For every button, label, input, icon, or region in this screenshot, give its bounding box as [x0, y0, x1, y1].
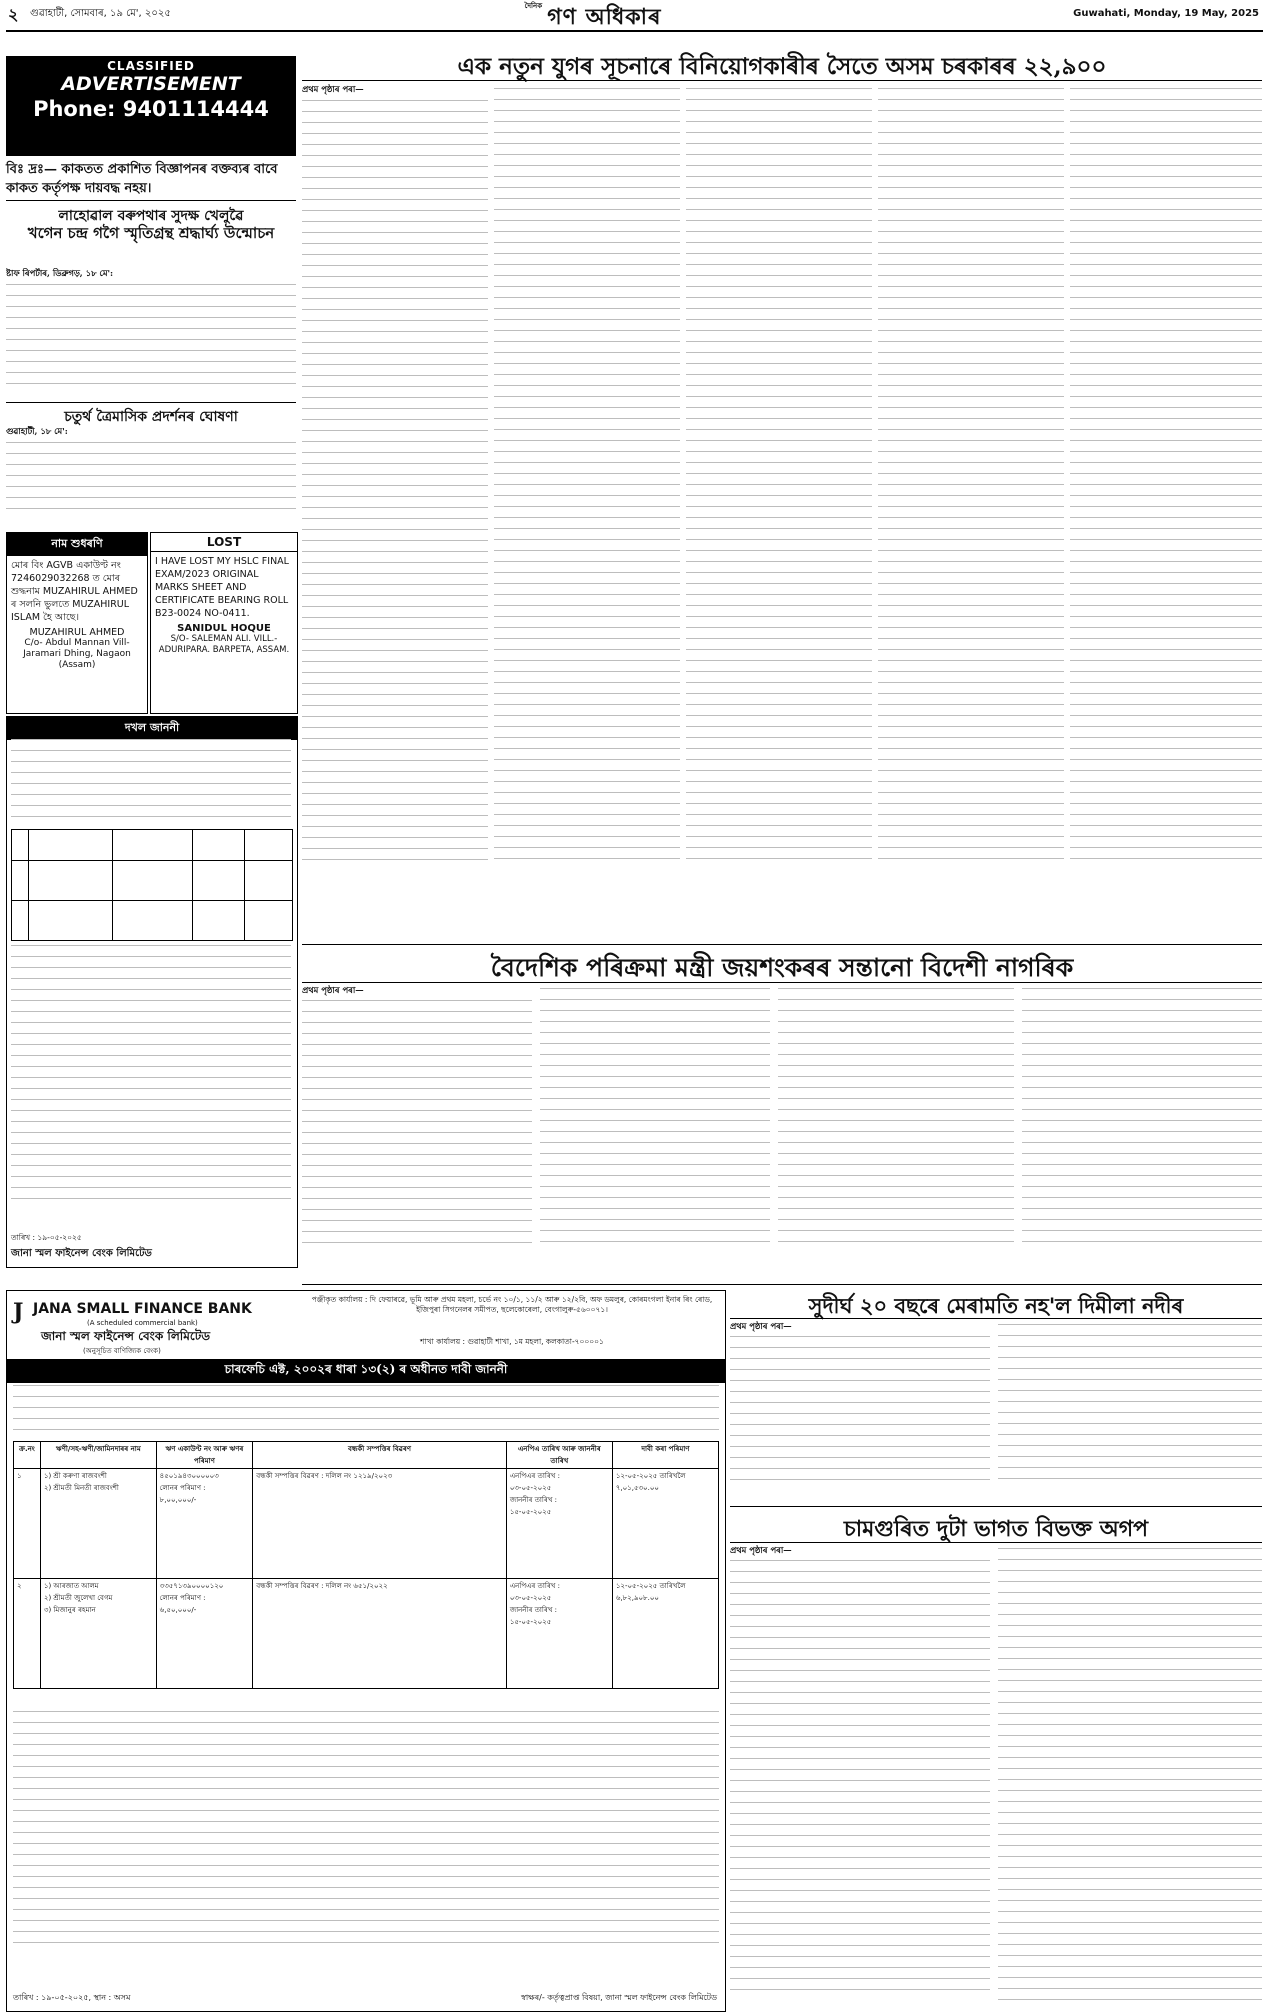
- bank-th-property: বন্ধকী সম্পত্তিৰ বিৱৰণ: [253, 1442, 507, 1469]
- left-story1-dateline: ষ্টাফ ৰিপৰ্টাৰ, ডিব্ৰুগড়, ১৮ মে':: [6, 268, 114, 278]
- bank-th-sl: ক্ৰ.নং: [14, 1442, 41, 1469]
- story3-col-2: [998, 1324, 1262, 1500]
- lead-bottom-rule: [302, 944, 1262, 945]
- logo-main: গণ অধিকাৰ: [547, 4, 662, 30]
- lost-address: S/O- SALEMAN ALI. VILL.- ADURIPARA. BARPETA, ASSAM.: [158, 634, 290, 655]
- left-rule-2: [6, 402, 296, 403]
- bank-notice-title: চাৰফেচি এক্ট, ২০০২ৰ ধাৰা ১৩(২) ৰ অধীনত দাবী জাননী: [7, 1359, 725, 1383]
- bank-logo-text: JANA SMALL FINANCE BANK: [33, 1301, 252, 1317]
- page-number: ২: [8, 5, 19, 24]
- possession-title: দখল জাননী: [7, 717, 297, 740]
- left-story2-headline: চতুৰ্থ ত্ৰৈমাসিক প্ৰদৰ্শনৰ ঘোষণা: [64, 409, 238, 425]
- left-story1-headline: খগেন চন্দ্ৰ গগৈ স্মৃতিগ্ৰন্থ শ্ৰদ্ধাৰ্ঘ্য উন্মোচন: [27, 224, 275, 242]
- lead-col-4: [878, 88, 1064, 940]
- name-change-title: নাম শুধৰণি: [7, 533, 147, 556]
- bank-office: পঞ্জীকৃত কাৰ্যালয় : দি ফেয়াৰৱে, ভূমি আৰু প্ৰথম মহলা, চৰ্ভে নং ১০/১, ১১/২ আৰু ১২/২বি, অফ ডমলুৰ, কোৰমংগলা ইনাৰ ৰিং ৰোড, ইজিপুৰা সিগনেলৰ সমীপত, ছলেকোৰেলা, বেংগালুৰু-৫৬০০৭১।: [311, 1295, 713, 1314]
- story2-opener: [302, 985, 532, 996]
- story3-bottom-rule: [730, 1506, 1262, 1507]
- date-right: Guwahati, Monday, 19 May, 2025: [1073, 8, 1259, 19]
- story3-opener: [730, 1321, 990, 1332]
- bank-ad: [6, 1290, 726, 2012]
- lead-col-3: [686, 88, 872, 940]
- bank-th-name: ঋণী/সহ-ঋণী/জামিনদাৰৰ নাম: [40, 1442, 156, 1469]
- story2-bottom-rule: [302, 1284, 1262, 1285]
- bank-intro-lines: [13, 1385, 719, 1441]
- bank-th-npa: এনপিএ তাৰিখ আৰু জাননীৰ তাৰিখ: [506, 1442, 612, 1469]
- bank-name-as: জানা স্মল ফাইনেন্স বেংক লিমিটেড: [41, 1329, 211, 1343]
- bank-footer-date: তাৰিখ : ১৯-০৫-২০২৫, স্থান : অসম: [13, 1993, 131, 2002]
- bank-branch: শাখা কাৰ্যালয় : গুৱাহাটী শাখা, ১ম মহলা, কলকাতা-৭০০০০১: [420, 1337, 604, 1346]
- bank-table: [13, 1441, 719, 1689]
- bank-logo-area: [11, 1295, 301, 1355]
- story3-rule: [730, 1318, 1262, 1319]
- bank-th-amount: দাবী কৰা পৰিমাণ: [612, 1442, 718, 1469]
- story4-col-2: [998, 1548, 1262, 2010]
- story2-rule: [302, 982, 1262, 983]
- story4-opener: [730, 1545, 990, 1556]
- masthead-rule: [6, 30, 1263, 32]
- cell-name: ১) শ্ৰী কৰুণা ৰাজবংশী ২) শ্ৰীমতী মিনতী ৰাজবংশী: [40, 1469, 156, 1579]
- left-story1-lines: [6, 284, 296, 398]
- lost-title: LOST: [151, 533, 297, 552]
- left-story2-dateline: গুৱাহাটী, ১৮ মে':: [6, 426, 68, 436]
- masthead-logo: [478, 0, 708, 28]
- story2-col-3: [778, 988, 1014, 1280]
- cell-loan: ৪৫০১৯৪৩০০০০০৩ লোনৰ পৰিমাণ : ৮,০০,০০০/-: [156, 1469, 253, 1579]
- table-row: [14, 1469, 719, 1579]
- possession-lines-2: [11, 945, 291, 1235]
- classified-phone: Phone: 9401114444: [33, 97, 269, 121]
- cell-loan: ৩৩৫৭১৩৯০০০০১২০ লোনৰ পৰিমাণ : ৬,৫০,০০০/-: [156, 1579, 253, 1689]
- story2-col-4: [1022, 988, 1262, 1280]
- left-story2-lines: [6, 442, 296, 526]
- story4-opener-text: প্ৰথম পৃষ্ঠাৰ পৰা—: [730, 1545, 792, 1555]
- possession-footer-date: তাৰিখ : ১৯-০৫-২০২৫: [11, 1233, 82, 1242]
- cell-name: ১) আৰজাত আলম ২) শ্ৰীমতী জুলেখা বেগম ৩) মিজানুৰ ৰহমান: [40, 1579, 156, 1689]
- name-change-address: C/o- Abdul Mannan Vill- Jaramari Dhing, Nagaon (Assam): [23, 638, 131, 670]
- lead-opener: [302, 84, 488, 95]
- bank-name-note: (অনুসূচিত বাণিজ্যিক বেংক): [83, 1347, 161, 1355]
- story2-col-2: [540, 988, 770, 1280]
- left-story1-kicker: লাহোৱাল বৰুপথাৰ সুদক্ষ খেলুৱৈ: [58, 208, 244, 224]
- table-row: [14, 1579, 719, 1689]
- bank-th-loan: ঋণ একাউণ্ট নং আৰু ঋণৰ পৰিমাণ: [156, 1442, 253, 1469]
- bank-logo-icon: J: [13, 1299, 24, 1325]
- possession-lines-1: [11, 739, 291, 829]
- classified-box: [6, 56, 296, 156]
- name-change-name: MUZAHIRUL AHMED: [29, 627, 125, 638]
- bank-outro-lines: [13, 1711, 719, 1971]
- lead-opener-text: প্ৰথম পৃষ্ঠাৰ পৰা—: [302, 84, 364, 94]
- cell-amount: ১২-০৫-২০২৫ তাৰিখলৈ ৬,৮২,৯০৮.০০: [612, 1579, 718, 1689]
- story3-headline: সুদীৰ্ঘ ২০ বছৰে মেৰামতি নহ'ল দিমীলা নদীৰ: [808, 1293, 1184, 1318]
- cell-property: বন্ধকী সম্পত্তিৰ বিৱৰণ : দলিল নং ৬৫১/২০২২: [253, 1579, 507, 1689]
- story2-opener-text: প্ৰথম পৃষ্ঠাৰ পৰা—: [302, 985, 364, 995]
- classified-disclaimer: বিঃ দ্ৰঃ— কাকতত প্ৰকাশিত বিজ্ঞাপনৰ বক্তব্যৰ বাবে কাকত কৰ্তৃপক্ষ দায়বদ্ধ নহয়।: [6, 162, 278, 196]
- name-change-text: মোৰ বিং AGVB একাউণ্ট নং 7246029032268 ত মোৰ শুদ্ধনাম MUZAHIRUL AHMED ৰ সলনি ভুলতে MUZAHIRUL ISLAM হৈ আছে।: [11, 560, 138, 623]
- name-change-box: [6, 532, 148, 714]
- lost-box: [150, 532, 298, 714]
- date-left: গুৱাহাটী, সোমবাৰ, ১৯ মে', ২০২৫: [30, 8, 171, 19]
- bank-footer-sign: স্বাক্ষৰ/- কৰ্তৃত্বপ্ৰাপ্ত বিষয়া, জানা স্মল ফাইনেন্স বেংক লিমিটেড: [520, 1993, 717, 2002]
- classified-title: ADVERTISEMENT: [61, 73, 241, 95]
- lead-col-5: [1070, 88, 1262, 940]
- classified-label: CLASSIFIED: [107, 59, 195, 73]
- lost-text: I HAVE LOST MY HSLC FINAL EXAM/2023 ORIGINAL MARKS SHEET AND CERTIFICATE BEARING ROLL B23-0024 NO-0411.: [155, 556, 289, 619]
- cell-npa: এনপিএৰ তাৰিখ : ০৩-০৫-২০২৫ জাননীৰ তাৰিখ : ১৫-০৫-২০২৫: [506, 1579, 612, 1689]
- lead-col-2: [494, 88, 680, 940]
- lead-col-1: [302, 100, 488, 940]
- story2-headline: বৈদেশিক পৰিক্ৰমা মন্ত্ৰী জয়শংকৰৰ সন্তানো বিদেশী নাগৰিক: [490, 953, 1074, 982]
- story3-col-1: [730, 1336, 990, 1500]
- story2-col-1: [302, 1000, 532, 1280]
- cell-npa: এনপিএৰ তাৰিখ : ০৩-০৫-২০২৫ জাননীৰ তাৰিখ : ১৫-০৫-২০২৫: [506, 1469, 612, 1579]
- lost-name: SANIDUL HOQUE: [177, 623, 271, 634]
- cell-sl: ১: [14, 1469, 41, 1579]
- bank-logo-sub: (A scheduled commercial bank): [87, 1319, 198, 1327]
- logo-small: দৈনিক: [524, 1, 543, 10]
- cell-amount: ১২-০৫-২০২৫ তাৰিখলৈ ৭,০১,৫৩০.০০: [612, 1469, 718, 1579]
- left-rule-1: [6, 200, 296, 201]
- story4-rule: [730, 1542, 1262, 1543]
- story4-col-1: [730, 1560, 990, 2010]
- story4-headline: চামগুৰিত দুটা ভাগত বিভক্ত অগপ: [843, 1516, 1149, 1542]
- possession-notice: [6, 716, 298, 1268]
- cell-property: বন্ধকী সম্পত্তিৰ বিৱৰণ : দলিল নং ১২১৯/২০২৩: [253, 1469, 507, 1579]
- lead-headline: এক নতুন যুগৰ সূচনাৰে বিনিয়োগকাৰীৰ সৈতে অসম চৰকাৰৰ ২২,৯০০: [457, 53, 1107, 80]
- bank-table-header: [14, 1442, 719, 1469]
- cell-sl: ২: [14, 1579, 41, 1689]
- story3-opener-text: প্ৰথম পৃষ্ঠাৰ পৰা—: [730, 1321, 792, 1331]
- lead-rule: [302, 80, 1262, 81]
- possession-table: [11, 829, 293, 941]
- possession-footer-bank: জানা স্মল ফাইনেন্স বেংক লিমিটেড: [11, 1248, 152, 1259]
